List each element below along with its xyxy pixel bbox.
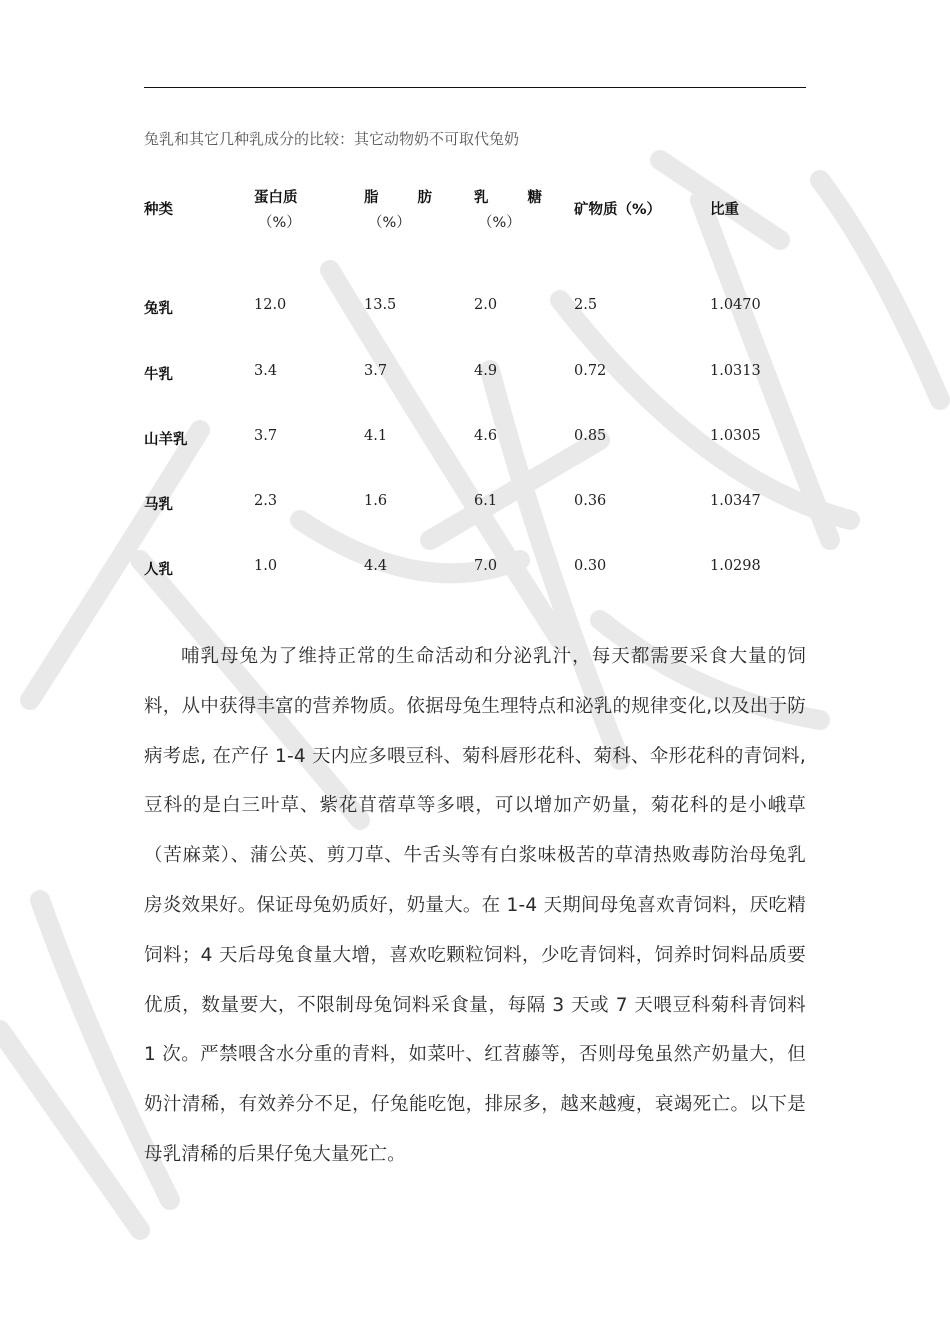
header-kind: 种类 xyxy=(144,202,173,218)
header-lactose-char-2: 糖 xyxy=(527,190,542,206)
header-lactose-unit: （%） xyxy=(478,215,521,231)
cell-density: 1.0347 xyxy=(710,493,761,509)
cell-minerals: 0.30 xyxy=(574,558,607,574)
cell-protein: 2.3 xyxy=(254,493,278,509)
header-lactose xyxy=(474,186,542,236)
table-caption: 兔乳和其它几种乳成分的比较：其它动物奶不可取代兔奶 xyxy=(144,130,520,148)
cell-protein: 3.7 xyxy=(254,428,278,444)
cell-lactose: 4.9 xyxy=(474,363,498,379)
table-row xyxy=(0,363,950,389)
header-fat xyxy=(364,186,432,236)
cell-fat: 4.1 xyxy=(364,428,388,444)
cell-fat: 4.4 xyxy=(364,558,388,574)
header-protein xyxy=(254,186,301,236)
cell-minerals: 0.36 xyxy=(574,493,607,509)
cell-fat: 1.6 xyxy=(364,493,388,509)
header-protein-label: 蛋白质 xyxy=(254,190,298,206)
cell-fat: 3.7 xyxy=(364,363,388,379)
header-fat-char-1: 脂 xyxy=(364,190,379,206)
cell-protein: 3.4 xyxy=(254,363,278,379)
header-fat-unit: （%） xyxy=(368,215,411,231)
cell-density: 1.0298 xyxy=(710,558,761,574)
cell-kind: 兔乳 xyxy=(144,301,173,317)
cell-minerals: 0.85 xyxy=(574,428,607,444)
cell-density: 1.0470 xyxy=(710,297,761,313)
cell-lactose: 2.0 xyxy=(474,297,498,313)
cell-kind: 牛乳 xyxy=(144,367,173,383)
header-fat-char-2: 肪 xyxy=(417,190,432,206)
table-row xyxy=(0,493,950,519)
cell-protein: 1.0 xyxy=(254,558,278,574)
header-lactose-char-1: 乳 xyxy=(474,190,489,206)
table-row xyxy=(0,428,950,454)
cell-lactose: 7.0 xyxy=(474,558,498,574)
cell-minerals: 2.5 xyxy=(574,297,598,313)
top-divider-line xyxy=(144,87,806,88)
cell-kind: 马乳 xyxy=(144,497,173,513)
cell-protein: 12.0 xyxy=(254,297,287,313)
table-row xyxy=(0,297,950,323)
cell-kind: 山羊乳 xyxy=(144,432,188,448)
cell-density: 1.0313 xyxy=(710,363,761,379)
table-row xyxy=(0,558,950,584)
cell-density: 1.0305 xyxy=(710,428,761,444)
cell-lactose: 4.6 xyxy=(474,428,498,444)
header-minerals: 矿物质（%） xyxy=(574,202,662,218)
cell-fat: 13.5 xyxy=(364,297,397,313)
cell-kind: 人乳 xyxy=(144,562,173,578)
body-paragraph: 哺乳母兔为了维持正常的生命活动和分泌乳汁，每天都需要采食大量的饲料，从中获得丰富的营养物质。依据母兔生理特点和泌乳的规律变化,以及出于防病考虑, 在产仔 1-4 天内应多喂豆科、菊科唇形花科、菊科、伞形花科的青饲料,豆科的是白三叶草、紫花苜蓿草等多喂，可以增加产奶量，菊花科的是小峨草（苦麻菜）、蒲公英、剪刀草、牛舌头等有白浆味极苦的草清热败毒防治母兔乳房炎效果好。保证母兔奶质好，奶量大。在 1-4 天期间母兔喜欢青饲料，厌吃精饲料；4 天后母兔食量大增，喜欢吃颗粒饲料，少吃青饲料，饲养时饲料品质要优质，数量要大，不限制母兔饲料采食量，每隔 3 天或 7 天喂豆科菊科青饲料 1 次。严禁喂含水分重的青料，如菜叶、红苕藤等，否则母兔虽然产奶量大，但奶汁清稀，有效养分不足，仔兔能吃饱，排尿多，越来越瘦，衰竭死亡。以下是母乳清稀的后果仔兔大量死亡。 xyxy=(144,646,806,1165)
header-density: 比重 xyxy=(710,202,739,218)
cell-lactose: 6.1 xyxy=(474,493,498,509)
header-protein-unit: （%） xyxy=(258,215,301,231)
table-header-row xyxy=(0,188,950,248)
cell-minerals: 0.72 xyxy=(574,363,607,379)
